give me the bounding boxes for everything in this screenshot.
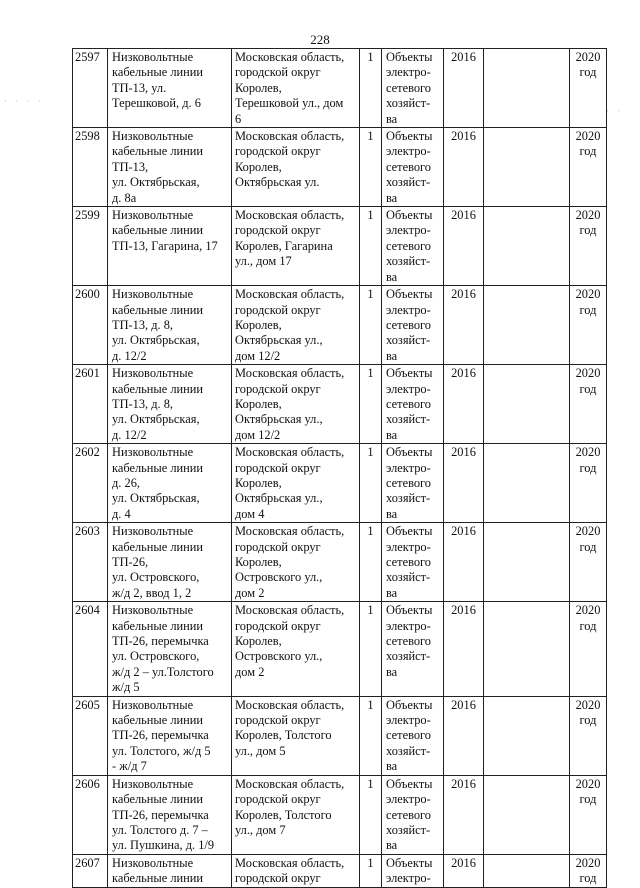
object-address-cell [232,207,360,286]
deadline-year-cell [570,207,607,286]
commission-year-cell [444,207,484,286]
object-quantity: 1 [367,287,374,302]
object-type: Объекты электро- сетевого хозяйст- ва [386,129,433,205]
object-address: Московская область, городской округ Королев, Островского ул., дом 2 [235,603,345,679]
table-row [73,523,607,602]
object-address: Московская область, городской округ Королев, Островского ул., дом 2 [235,524,345,600]
object-quantity-cell [360,286,382,365]
object-address: Московская область, городской округ Королев, Толстого ул., дом 7 [235,776,345,837]
empty-column-cell [484,523,570,602]
commission-year-cell [444,602,484,696]
table-row [73,365,607,444]
object-address-cell [232,602,360,696]
page-number: 228 [310,32,330,47]
object-address-cell [232,49,360,128]
deadline-year-cell [570,49,607,128]
commission-year: 2016 [451,50,476,64]
object-name: Низковольтные кабельные линии [112,855,204,886]
object-name-cell [108,696,232,775]
record-number: 2607 [75,855,100,870]
object-address: Московская область, городской округ Королев, Октябрьская ул. [235,129,345,190]
commission-year: 2016 [451,208,476,223]
object-type: Объекты электро- сетевого хозяйст- ва [386,603,433,679]
commission-year: 2016 [451,445,476,460]
object-name: Низковольтные кабельные линии ТП-13, ул. Октябрьская, д. 8а [112,129,204,205]
object-name-cell [108,207,232,286]
object-type-cell [382,444,444,523]
deadline-year: 2020 год [575,603,601,633]
deadline-year: 2020 год [575,208,601,238]
object-quantity-cell [360,696,382,775]
table-row [73,128,607,207]
object-name: Низковольтные кабельные линии ТП-13, д. 8, ул. Октябрьская, д. 12/2 [112,287,204,363]
commission-year-cell [444,523,484,602]
empty-column-cell [484,775,570,854]
deadline-year-cell [570,775,607,854]
table-row [73,602,607,696]
deadline-year: 2020 год [575,129,601,159]
deadline-year-cell [570,602,607,696]
object-type-cell [382,696,444,775]
object-type-cell [382,854,444,887]
object-name-cell [108,365,232,444]
object-type: Объекты электро- сетевого хозяйст- ва [386,366,433,442]
commission-year-cell [444,775,484,854]
record-number: 2602 [75,445,100,460]
empty-column-cell [484,696,570,775]
object-name: Низковольтные кабельные линии д. 26, ул. Октябрьская, д. 4 [112,445,204,521]
object-quantity-cell [360,49,382,128]
object-address-cell [232,523,360,602]
record-number-cell [73,128,108,207]
deadline-year: 2020 год [575,776,601,807]
object-name: Низковольтные кабельные линии ТП-26, перемычка ул. Островского, ж/д 2 – ул.Толстого ж/д 5 [112,603,214,695]
commission-year: 2016 [451,129,476,144]
object-quantity: 1 [367,366,374,381]
object-type-cell [382,207,444,286]
object-quantity: 1 [367,603,374,618]
deadline-year-cell [570,696,607,775]
object-type: Объекты электро- сетевого хозяйст- ва [386,208,433,284]
object-quantity-cell [360,365,382,444]
empty-column-cell [484,286,570,365]
record-number-cell [73,523,108,602]
commission-year: 2016 [451,603,476,618]
empty-column-cell [484,444,570,523]
object-quantity: 1 [367,776,374,791]
deadline-year-cell [570,128,607,207]
record-number: 2603 [75,524,100,539]
object-address: Московская область, городской округ [235,855,345,886]
deadline-year: 2020 год [575,287,601,317]
object-name-cell [108,523,232,602]
record-number-cell [73,286,108,365]
deadline-year-cell [570,854,607,887]
object-name-cell [108,602,232,696]
record-number-cell [73,602,108,696]
deadline-year-cell [570,444,607,523]
object-quantity-cell [360,128,382,207]
record-number: 2601 [75,366,100,381]
deadline-year: 2020 год [575,697,601,728]
deadline-year-cell [570,286,607,365]
object-type: Объекты электро- сетевого хозяйст- ва [386,50,433,126]
object-name: Низковольтные кабельные линии ТП-26, перемычка ул. Толстого д. 7 – ул. Пушкина, д. 1/9 [112,776,215,853]
object-type-cell [382,128,444,207]
object-address-cell [232,775,360,854]
object-quantity-cell [360,602,382,696]
object-quantity: 1 [367,208,374,223]
table-row [73,696,607,775]
commission-year: 2016 [451,855,476,870]
object-quantity-cell [360,207,382,286]
object-name: Низковольтные кабельные линии ТП-26, перемычка ул. Толстого, ж/д 5 - ж/д 7 [112,697,211,774]
scan-artifact: · · [606,106,624,116]
empty-column-cell [484,365,570,444]
registry-body [73,49,607,888]
object-quantity: 1 [367,445,374,460]
object-type: Объекты электро- сетевого хозяйст- ва [386,697,433,774]
record-number-cell [73,775,108,854]
registry-table [72,48,607,888]
object-type: Объекты электро- [386,855,433,886]
object-quantity-cell [360,444,382,523]
record-number: 2598 [75,129,100,144]
deadline-year: 2020 год [575,855,601,886]
commission-year-cell [444,696,484,775]
object-address-cell [232,365,360,444]
object-address: Московская область, городской округ Королев, Толстого ул., дом 5 [235,697,345,758]
commission-year-cell [444,444,484,523]
record-number-cell [73,207,108,286]
object-address-cell [232,854,360,887]
object-quantity: 1 [367,129,374,144]
commission-year: 2016 [451,287,476,302]
record-number: 2600 [75,287,100,302]
object-type: Объекты электро- сетевого хозяйст- ва [386,776,433,853]
deadline-year: 2020 год [575,445,601,475]
empty-column-cell [484,128,570,207]
object-name: Низковольтные кабельные линии ТП-13, ул. Терешковой, д. 6 [112,50,204,111]
deadline-year-cell [570,365,607,444]
object-type: Объекты электро- сетевого хозяйст- ва [386,445,433,521]
object-type-cell [382,365,444,444]
table-row [73,775,607,854]
object-type-cell [382,775,444,854]
object-address-cell [232,128,360,207]
object-address: Московская область, городской округ Королев, Октябрьская ул., дом 12/2 [235,287,345,363]
object-address: Московская область, городской округ Королев, Терешковой ул., дом 6 [235,50,345,126]
record-number-cell [73,696,108,775]
scan-artifact: · · · · [4,96,44,106]
deadline-year: 2020 год [575,50,601,80]
deadline-year: 2020 год [575,366,601,396]
table-row [73,854,607,887]
commission-year: 2016 [451,366,476,381]
object-quantity: 1 [367,697,374,712]
commission-year-cell [444,365,484,444]
object-quantity-cell [360,854,382,887]
object-name-cell [108,854,232,887]
commission-year: 2016 [451,776,476,791]
empty-column-cell [484,49,570,128]
object-type-cell [382,602,444,696]
object-name-cell [108,49,232,128]
object-name-cell [108,444,232,523]
commission-year: 2016 [451,524,476,539]
object-address: Московская область, городской округ Королев, Октябрьская ул., дом 4 [235,445,345,521]
record-number: 2605 [75,697,100,712]
empty-column-cell [484,854,570,887]
record-number: 2604 [75,603,100,618]
record-number-cell [73,365,108,444]
object-quantity: 1 [367,855,374,870]
object-quantity: 1 [367,524,374,539]
record-number: 2606 [75,776,100,791]
record-number-cell [73,444,108,523]
object-name-cell [108,128,232,207]
commission-year: 2016 [451,697,476,712]
record-number-cell [73,854,108,887]
object-name-cell [108,286,232,365]
object-quantity-cell [360,775,382,854]
object-name: Низковольтные кабельные линии ТП-26, ул. Островского, ж/д 2, ввод 1, 2 [112,524,204,600]
commission-year-cell [444,854,484,887]
object-quantity-cell [360,523,382,602]
record-number-cell [73,49,108,128]
commission-year-cell [444,286,484,365]
table-row [73,49,607,128]
table-row [73,207,607,286]
object-type-cell [382,286,444,365]
object-type: Объекты электро- сетевого хозяйст- ва [386,524,433,600]
object-address-cell [232,696,360,775]
object-quantity: 1 [367,50,374,64]
object-name-cell [108,775,232,854]
object-address: Московская область, городской округ Королев, Октябрьская ул., дом 12/2 [235,366,345,442]
deadline-year: 2020 год [575,524,601,554]
record-number: 2599 [75,208,100,223]
empty-column-cell [484,602,570,696]
object-address-cell [232,286,360,365]
table-row [73,286,607,365]
object-name: Низковольтные кабельные линии ТП-13, Гагарина, 17 [112,208,218,253]
object-type-cell [382,523,444,602]
table-row [73,444,607,523]
object-type-cell [382,49,444,128]
deadline-year-cell [570,523,607,602]
object-address-cell [232,444,360,523]
commission-year-cell [444,49,484,128]
commission-year-cell [444,128,484,207]
empty-column-cell [484,207,570,286]
object-type: Объекты электро- сетевого хозяйст- ва [386,287,433,363]
object-name: Низковольтные кабельные линии ТП-13, д. 8, ул. Октябрьская, д. 12/2 [112,366,204,442]
record-number: 2597 [75,50,100,64]
object-address: Московская область, городской округ Королев, Гагарина ул., дом 17 [235,208,345,269]
